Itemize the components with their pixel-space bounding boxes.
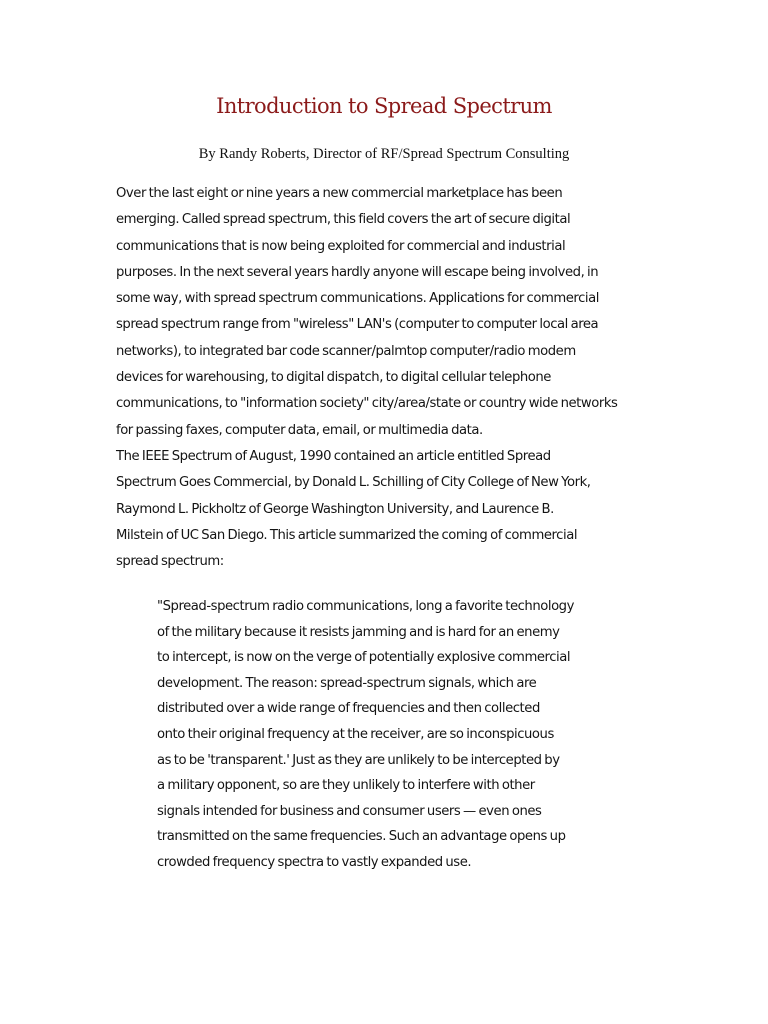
quote-line: transmitted on the same frequencies. Such an advantage opens up <box>157 829 566 845</box>
quote-line: onto their original frequency at the receiver, are so inconspicuous <box>157 726 554 742</box>
quote-line: "Spread-spectrum radio communications, long a favorite technology <box>157 599 574 614</box>
text-line: Over the last eight or nine years a new commercial marketplace has been <box>116 186 563 201</box>
quote-line: to intercept, is now on the verge of potentially explosive commercial <box>157 650 571 666</box>
quote-line: a military opponent, so are they unlikely to interfere with other <box>157 778 535 794</box>
paragraph-ieee-article <box>116 444 656 575</box>
quote-line: crowded frequency spectra to vastly expanded use. <box>157 854 472 870</box>
text-line: devices for warehousing, to digital dispatch, to digital cellular telephone <box>116 370 551 386</box>
text-line: spread spectrum: <box>116 554 224 570</box>
text-line: Spectrum Goes Commercial, by Donald L. Schilling of City College of New York, <box>116 475 591 491</box>
text-line: emerging. Called spread spectrum, this field covers the art of secure digital <box>116 212 571 228</box>
text-line: communications, to "information society" city/area/state or country wide networks <box>116 396 618 412</box>
text-line: for passing faxes, computer data, email, or multimedia data. <box>116 422 483 438</box>
document-title: Introduction to Spread Spectrum <box>216 94 552 118</box>
text-line: The IEEE Spectrum of August, 1990 contained an article entitled Spread <box>116 448 551 464</box>
text-line: some way, with spread spectrum communications. Applications for commercial <box>116 291 599 307</box>
text-line: Milstein of UC San Diego. This article summarized the coming of commercial <box>116 527 578 543</box>
paragraph-intro <box>116 181 656 444</box>
text-line: purposes. In the next several years hardly anyone will escape being involved, in <box>116 264 599 280</box>
quote-line: as to be 'transparent.' Just as they are unlikely to be intercepted by <box>157 752 560 768</box>
quote-line: signals intended for business and consumer users — even ones <box>157 803 542 819</box>
quote-line: of the military because it resists jamming and is hard for an enemy <box>157 624 560 640</box>
body-paragraphs <box>116 181 656 575</box>
text-line: communications that is now being exploited for commercial and industrial <box>116 238 566 254</box>
text-line: Raymond L. Pickholtz of George Washington University, and Laurence B. <box>116 501 554 517</box>
text-line: networks), to integrated bar code scanner/palmtop computer/radio modem <box>116 343 576 359</box>
text-line: spread spectrum range from "wireless" LAN's (computer to computer local area <box>116 317 599 333</box>
quote-line: distributed over a wide range of frequencies and then collected <box>157 701 540 717</box>
block-quote <box>157 594 627 876</box>
author-byline: By Randy Roberts, Director of RF/Spread Spectrum Consulting <box>198 146 570 162</box>
quote-line: development. The reason: spread-spectrum signals, which are <box>157 675 537 691</box>
